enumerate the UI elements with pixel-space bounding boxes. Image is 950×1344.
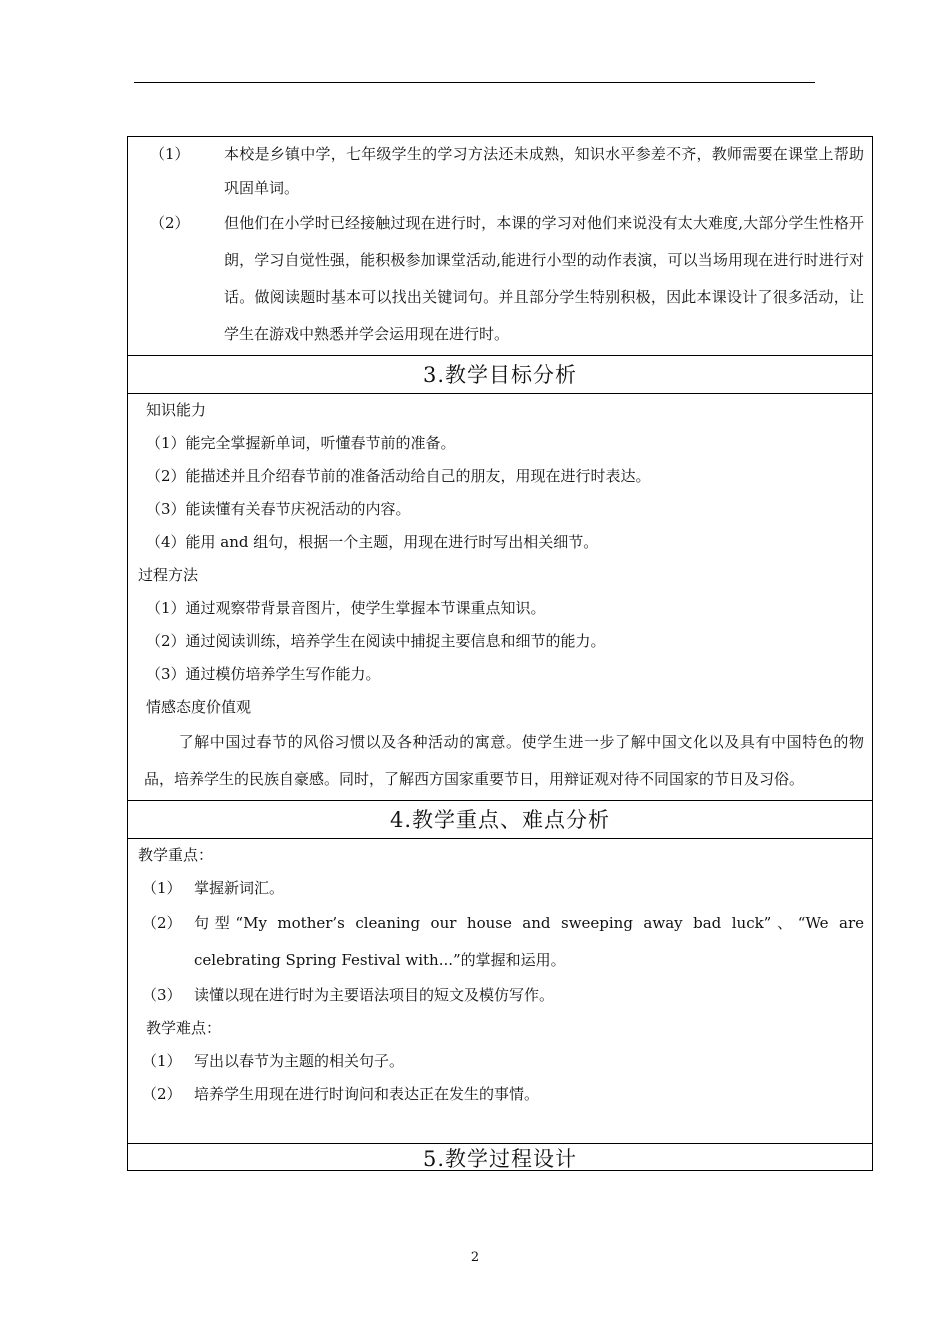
student-analysis-item	[128, 137, 872, 205]
item-text: 句型“My mother’s cleaning our house and sweeping away bad luck”、“We are celebrating Spring Festival with...”的掌握和运用。	[194, 914, 864, 969]
key-points-heading: 教学重点：	[138, 846, 214, 864]
emotion-text: 了解中国过春节的风俗习惯以及各种活动的寓意。使学生进一步了解中国文化以及具有中国特色的物品，培养学生的民族自豪感。同时，了解西方国家重要节日，用辩证观对待不同国家的节日及习俗。	[144, 733, 864, 788]
process-item: （3）通过模仿培养学生写作能力。	[146, 665, 381, 683]
section-5-title: 5.教学过程设计	[422, 1147, 578, 1170]
emotion-heading: 情感态度价值观	[146, 698, 252, 716]
key-point-item	[128, 979, 872, 1012]
key-point-item	[128, 872, 872, 905]
section-4-title: 4.教学重点、难点分析	[128, 801, 872, 839]
emotion-paragraph	[128, 724, 872, 798]
item-number: （2）	[150, 214, 190, 232]
item-number: （1）	[142, 879, 182, 897]
knowledge-item: （1）能完全掌握新单词，听懂春节前的准备。	[146, 434, 456, 452]
item-text: 但他们在小学时已经接触过现在进行时，本课的学习对他们来说没有太大难度,大部分学生性格开朗，学习自觉性强，能积极参加课堂活动,能进行小型的动作表演，可以当场用现在进行时进行对话。做阅读题时基本可以找出关键词句。并且部分学生特别积极，因此本课设计了很多活动，让学生在游戏中熟悉并学会运用现在进行时。	[224, 214, 864, 343]
difficult-point-item	[128, 1078, 872, 1111]
page-number: 2	[470, 1250, 480, 1265]
process-heading: 过程方法	[138, 566, 199, 584]
item-number: （2）	[142, 1085, 182, 1103]
section-4-content	[128, 839, 872, 1144]
process-item: （2）通过阅读训练，培养学生在阅读中捕捉主要信息和细节的能力。	[146, 632, 606, 650]
item-text: 读懂以现在进行时为主要语法项目的短文及模仿写作。	[194, 986, 555, 1004]
item-text: 本校是乡镇中学，七年级学生的学习方法还未成熟，知识水平参差不齐，教师需要在课堂上帮助巩固单词。	[224, 145, 864, 197]
student-analysis-item	[128, 205, 872, 353]
item-number: （3）	[142, 986, 182, 1004]
lesson-plan-table	[127, 136, 873, 1171]
knowledge-item: （2）能描述并且介绍春节前的准备活动给自己的朋友，用现在进行时表达。	[146, 467, 651, 485]
process-item: （1）通过观察带背景音图片，使学生掌握本节课重点知识。	[146, 599, 546, 617]
difficult-point-item	[128, 1045, 872, 1078]
section-3-content	[128, 394, 872, 801]
key-point-item	[128, 905, 872, 979]
item-text: 掌握新词汇。	[194, 879, 285, 897]
student-analysis-cell	[128, 137, 872, 356]
item-text: 培养学生用现在进行时询问和表达正在发生的事情。	[194, 1085, 540, 1103]
knowledge-item: （3）能读懂有关春节庆祝活动的内容。	[146, 500, 411, 518]
item-number: （1）	[150, 145, 190, 163]
item-number: （1）	[142, 1052, 182, 1070]
item-text: 写出以春节为主题的相关句子。	[194, 1052, 405, 1070]
knowledge-heading: 知识能力	[146, 401, 207, 419]
difficult-points-heading: 教学难点：	[146, 1019, 222, 1037]
knowledge-item: （4）能用 and 组句，根据一个主题，用现在进行时写出相关细节。	[146, 533, 599, 551]
item-number: （2）	[142, 914, 182, 932]
section-3-title: 3.教学目标分析	[128, 356, 872, 394]
header-rule	[134, 82, 815, 83]
